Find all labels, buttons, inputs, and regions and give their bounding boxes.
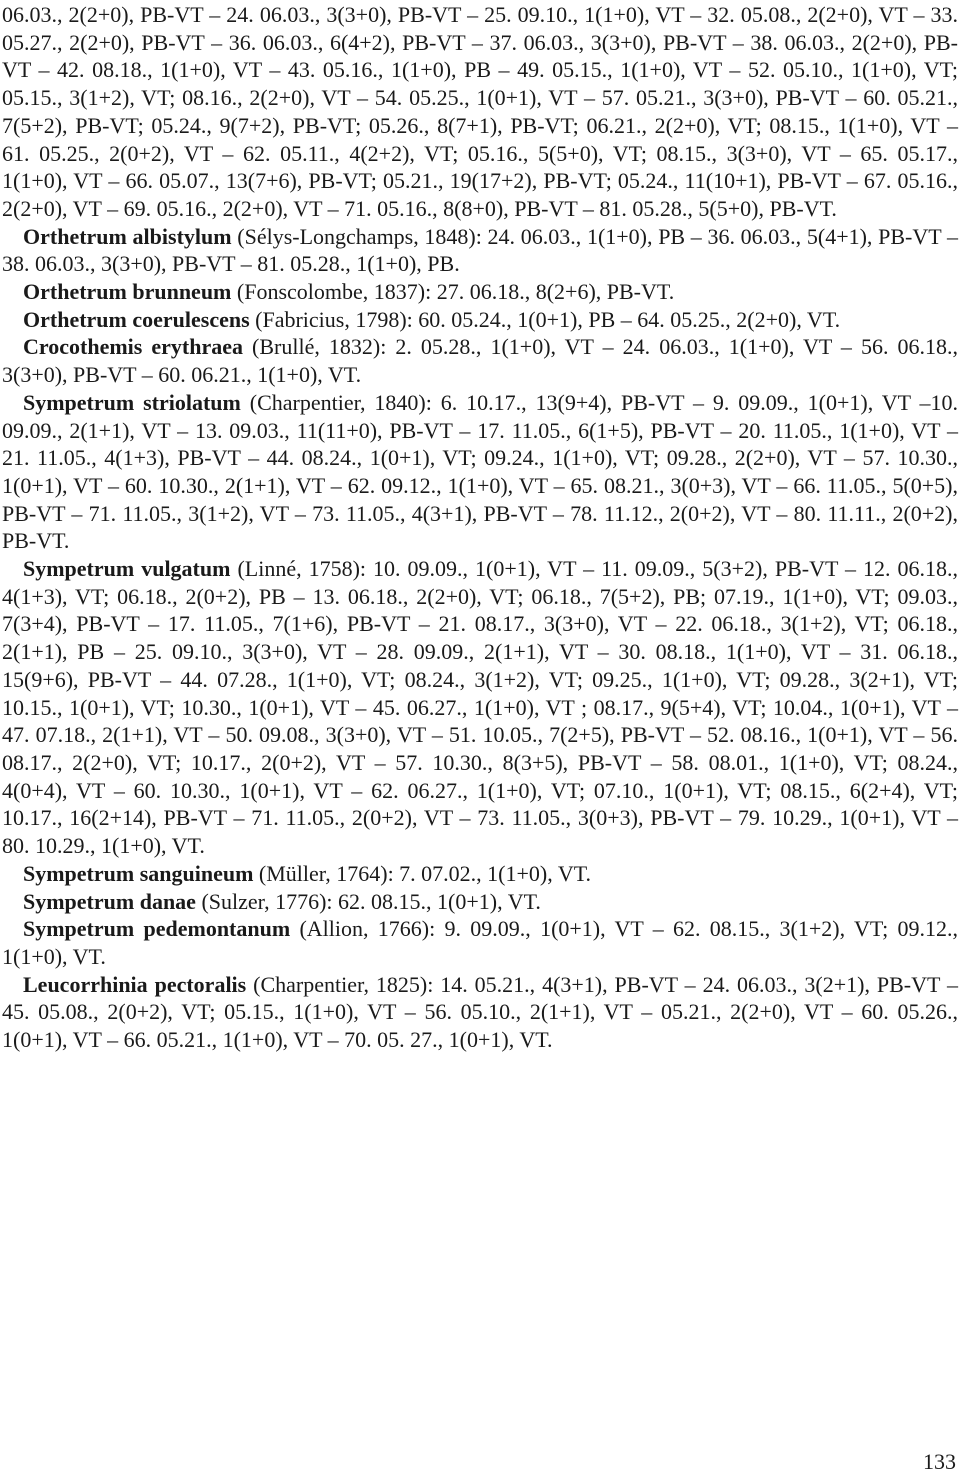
document-body xyxy=(2,1,958,1054)
species-records: (Brullé, 1832): 2. 05.28., 1(1+0), VT – 24. 06.03., 1(1+0), VT – 56. 06.18., 3(3+0), PB-VT – 60. 06.21., 1(1+0), VT. xyxy=(2,334,959,388)
page-number: 133 xyxy=(923,1449,956,1474)
species-entry-sympetrum-danae xyxy=(2,888,958,916)
species-name: Sympetrum striolatum xyxy=(23,389,241,415)
species-records: (Allion, 1766): 9. 09.09., 1(0+1), VT – 62. 08.15., 3(1+2), VT; 09.12., 1(1+0), VT. xyxy=(2,916,959,969)
species-entry-orthetrum-brunneum xyxy=(2,278,958,306)
species-name: Crocothemis erythraea xyxy=(23,334,244,360)
species-records: (Sulzer, 1776): 62. 08.15., 1(0+1), VT. xyxy=(195,888,541,914)
species-entry-orthetrum-coerulescens xyxy=(2,306,958,334)
species-records: (Fabricius, 1798): 60. 05.24., 1(0+1), PB – 64. 05.25., 2(2+0), VT. xyxy=(249,306,841,332)
species-entry-sympetrum-vulgatum xyxy=(2,555,958,860)
paragraph-continuation xyxy=(2,1,958,223)
species-entry-orthetrum-albistylum xyxy=(2,223,958,278)
species-records: (Fonscolombe, 1837): 27. 06.18., 8(2+6), PB-VT. xyxy=(231,279,675,305)
species-name: Sympetrum danae xyxy=(23,888,196,914)
species-name: Sympetrum pedemontanum xyxy=(23,916,291,942)
species-records: (Linné, 1758): 10. 09.09., 1(0+1), VT – 11. 09.09., 5(3+2), PB-VT – 12. 06.18., 4(1+3), VT; 06.18., 2(0+2), PB – 13. 06.18., 2(2+0), VT; 06.18., 7(5+2), PB; 07.19., 1(1+0), VT; 09.03., 7(3+4), PB-VT – 17. 11.05., 7(1+6), PB-VT – 21. 08.17., 3(3+0), VT – 22. 06.18., 3(1+2), VT; 06.18., 2(1+1), PB – 25. 09.10., 3(3+0), VT – 28. 09.09., 2(1+1), VT – 30. 08.18., 1(1+0), VT – 31. 06.18., 15(9+6), PB-VT – 44. 07.28., 1(1+0), VT; 08.24., 3(1+2), VT; 09.25., 1(1+0), VT; 09.28., 3(2+1), VT; 10.15., 1(0+1), VT; 10.30., 1(0+1), VT – 45. 06.27., 1(1+0), VT ; 08.17., 9(5+4), VT; 10.04., 1(0+1), VT – 47. 07.18., 2(1+1), VT – 50. 09.08., 3(3+0), VT – 51. 10.05., 7(2+5), PB-VT – 52. 08.16., 1(0+1), VT – 56. 08.17., 2(2+0), VT; 10.17., 2(0+2), VT – 57. 10.30., 8(3+5), PB-VT – 58. 08.01., 1(1+0), VT; 08.24., 4(0+4), VT – 60. 10.30., 1(0+1), VT – 62. 06.27., 1(1+0), VT; 07.10., 1(0+1), VT; 08.15., 6(2+4), VT; 10.17., 16(2+14), PB-VT – 71. 11.05., 2(0+2), VT – 73. 11.05., 3(0+3), PB-VT – 79. 10.29., 1(0+1), VT – 80. 10.29., 1(1+0), VT. xyxy=(2,556,959,859)
species-name: Orthetrum albistylum xyxy=(23,223,232,249)
species-entry-sympetrum-pedemontanum xyxy=(2,915,958,970)
species-name: Orthetrum coerulescens xyxy=(23,306,250,332)
species-records: (Charpentier, 1825): 14. 05.21., 4(3+1), PB-VT – 24. 06.03., 3(2+1), PB-VT – 45. 05.08., 2(0+2), VT; 05.15., 1(1+0), VT – 56. 05.10., 2(1+1), VT – 05.21., 2(2+0), VT – 60. 05.26., 1(0+1), VT – 66. 05.21., 1(1+0), VT – 70. 05. 27., 1(0+1), VT. xyxy=(2,971,958,1053)
species-entry-leucorrhinia-pectoralis xyxy=(2,971,958,1054)
species-entry-sympetrum-striolatum xyxy=(2,389,958,555)
species-name: Orthetrum brunneum xyxy=(23,279,232,305)
species-name: Sympetrum sanguineum xyxy=(23,860,254,886)
species-records: (Charpentier, 1840): 6. 10.17., 13(9+4), PB-VT – 9. 09.09., 1(0+1), VT –10. 09.09., 2(1+1), VT – 13. 09.03., 11(11+0), PB-VT – 17. 11.05., 6(1+5), PB-VT – 20. 11.05., 1(1+0), VT – 21. 11.05., 4(1+3), PB-VT – 44. 08.24., 1(0+1), VT; 09.24., 1(1+0), VT; 09.28., 2(2+0), VT – 57. 10.30., 1(0+1), VT – 60. 10.30., 2(1+1), VT – 62. 09.12., 1(1+0), VT – 65. 08.21., 3(0+3), VT – 66. 11.05., 5(0+5), PB-VT – 71. 11.05., 3(1+2), VT – 73. 11.05., 4(3+1), PB-VT – 78. 11.12., 2(0+2), VT – 80. 11.11., 2(0+2), PB-VT. xyxy=(2,389,959,554)
paragraph-text: 06.03., 2(2+0), PB-VT – 24. 06.03., 3(3+0), PB-VT – 25. 09.10., 1(1+0), VT – 32. 05.08., 2(2+0), VT – 33. 05.27., 2(2+0), PB-VT – 36. 06.03., 6(4+2), PB-VT – 37. 06.03., 3(3+0), PB-VT – 38. 06.03., 2(2+0), PB-VT – 42. 08.18., 1(1+0), VT – 43. 05.16., 1(1+0), PB – 49. 05.15., 1(1+0), VT – 52. 05.10., 1(1+0), VT; 05.15., 3(1+2), VT; 08.16., 2(2+0), VT – 54. 05.25., 1(0+1), VT – 57. 05.21., 3(3+0), PB-VT – 60. 05.21., 7(5+2), PB-VT; 05.24., 9(7+2), PB-VT; 05.26., 8(7+1), PB-VT; 06.21., 2(2+0), VT; 08.15., 1(1+0), VT – 61. 05.25., 2(0+2), VT – 62. 05.11., 4(2+2), VT; 05.16., 5(5+0), VT; 08.15., 3(3+0), VT – 65. 05.17., 1(1+0), VT – 66. 05.07., 13(7+6), PB-VT; 05.21., 19(17+2), PB-VT; 05.24., 11(10+1), PB-VT – 67. 05.16., 2(2+0), VT – 69. 05.16., 2(2+0), VT – 71. 05.16., 8(8+0), PB-VT – 81. 05.28., 5(5+0), PB-VT. xyxy=(2,2,958,221)
species-records: (Müller, 1764): 7. 07.02., 1(1+0), VT. xyxy=(253,860,592,886)
species-name: Sympetrum vulgatum xyxy=(23,556,231,582)
species-name: Leucorrhinia pectoralis xyxy=(23,971,247,997)
species-entry-sympetrum-sanguineum xyxy=(2,860,958,888)
species-records: (Sélys-Longchamps, 1848): 24. 06.03., 1(1+0), PB – 36. 06.03., 5(4+1), PB-VT – 38. 06.03., 3(3+0), PB-VT – 81. 05.28., 1(1+0), PB. xyxy=(2,223,958,277)
species-entry-crocothemis-erythraea xyxy=(2,333,958,388)
